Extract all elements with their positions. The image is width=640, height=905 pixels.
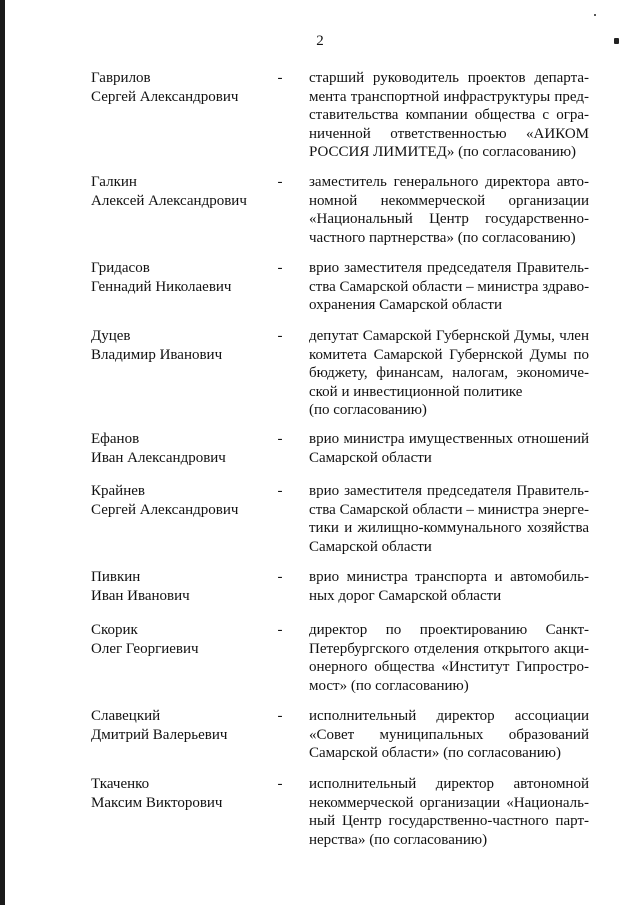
member-surname: Галкин — [91, 174, 137, 190]
role-line: Самарской области — [309, 538, 432, 555]
scan-speck — [594, 14, 596, 16]
role-line: депутат Самарской Губернской Думы, член — [309, 328, 589, 344]
role-line: ства Самарской области – министра здраво- — [309, 278, 590, 295]
role-line: врио министра транспорта и автомобиль- — [309, 569, 589, 585]
separator-dash: - — [277, 70, 283, 86]
role-line: исполнительный директор ассоциации — [309, 708, 589, 724]
member-given-names: Алексей Александрович — [91, 192, 247, 209]
role-line: врио министра имущественных отношений — [309, 431, 589, 447]
member-surname: Крайнев — [91, 483, 145, 499]
member-given-names: Иван Александрович — [91, 449, 226, 466]
role-line: ный Центр государственно-частного парт- — [309, 813, 589, 830]
member-given-names: Сергей Александрович — [91, 88, 239, 105]
member-given-names: Сергей Александрович — [91, 501, 239, 518]
role-line: Самарской области — [309, 449, 432, 466]
role-line: охранения Самарской области — [309, 297, 502, 314]
role-line: онерного общества «Институт Гипростро- — [309, 659, 589, 676]
member-role — [309, 69, 589, 162]
member-surname: Ткаченко — [91, 776, 150, 792]
member-role — [309, 430, 589, 467]
member-name — [91, 173, 271, 210]
role-line: старший руководитель проектов департа- — [309, 70, 589, 86]
role-line: заместитель генерального директора авто- — [309, 174, 589, 190]
member-role — [309, 259, 589, 315]
member-name — [91, 327, 271, 364]
member-given-names: Максим Викторович — [91, 794, 223, 811]
member-name — [91, 775, 271, 812]
role-line: врио заместителя председателя Правитель- — [309, 483, 589, 499]
member-surname: Гридасов — [91, 260, 150, 276]
role-line: исполнительный директор автономной — [309, 776, 589, 792]
member-role — [309, 707, 589, 763]
member-surname: Скорик — [91, 622, 138, 638]
role-line: директор по проектированию Санкт- — [309, 622, 589, 638]
member-role — [309, 621, 589, 695]
role-line: некоммерческой организации «Националь- — [309, 794, 589, 811]
role-line: Петербургского отделения открытого акци- — [309, 640, 589, 657]
role-line: «Национальный Центр государственно- — [309, 211, 589, 228]
role-line: РОССИЯ ЛИМИТЕД» (по согласованию) — [309, 144, 577, 161]
separator-dash: - — [277, 569, 283, 585]
member-name — [91, 482, 271, 519]
role-line: мост» (по согласованию) — [309, 677, 469, 694]
separator-dash: - — [277, 174, 283, 190]
role-line: мента транспортной инфраструктуры пред- — [309, 88, 589, 105]
member-surname: Славецкий — [91, 708, 161, 724]
member-name — [91, 69, 271, 106]
role-line: ных дорог Самарской области — [309, 587, 502, 604]
separator-dash: - — [277, 708, 283, 724]
member-surname: Пивкин — [91, 569, 141, 585]
member-name — [91, 707, 271, 744]
scan-edge-shadow — [0, 0, 5, 905]
member-role — [309, 173, 589, 247]
role-line: бюджету, финансам, налогам, экономиче- — [309, 365, 589, 382]
member-role — [309, 775, 589, 849]
member-name — [91, 568, 271, 605]
member-given-names: Олег Георгиевич — [91, 640, 199, 657]
role-line: ства Самарской области – министра энерге- — [309, 501, 589, 518]
member-role — [309, 568, 589, 605]
member-role — [309, 482, 589, 556]
role-line: комитета Самарской Губернской Думы по — [309, 346, 589, 363]
role-line: частного партнерства» (по согласованию) — [309, 229, 576, 246]
role-line: тики и жилищно-коммунального хозяйства — [309, 520, 589, 537]
role-line: ставительства компании общества с огра- — [309, 107, 589, 124]
member-given-names: Геннадий Николаевич — [91, 278, 232, 295]
separator-dash: - — [277, 622, 283, 638]
separator-dash: - — [277, 431, 283, 447]
member-name — [91, 430, 271, 467]
member-given-names: Дмитрий Валерьевич — [91, 726, 228, 743]
page-number: 2 — [316, 33, 324, 49]
member-surname: Гаврилов — [91, 70, 151, 86]
role-line: врио заместителя председателя Правитель- — [309, 260, 589, 276]
member-surname: Дуцев — [91, 328, 131, 344]
separator-dash: - — [277, 483, 283, 499]
separator-dash: - — [277, 260, 283, 276]
role-line: «Совет муниципальных образований — [309, 726, 589, 743]
member-name — [91, 259, 271, 296]
role-line: Самарской области» (по согласованию) — [309, 745, 561, 762]
separator-dash: - — [277, 776, 283, 792]
role-line: номной некоммерческой организации — [309, 192, 589, 209]
role-line: (по согласованию) — [309, 402, 427, 419]
role-line: ской и инвестиционной политике — [309, 383, 523, 400]
role-line: ниченной ответственностью «АИКОМ — [309, 125, 589, 142]
member-given-names: Владимир Иванович — [91, 346, 223, 363]
member-given-names: Иван Иванович — [91, 587, 190, 604]
member-name — [91, 621, 271, 658]
member-role — [309, 327, 589, 420]
separator-dash: - — [277, 328, 283, 344]
role-line: нерства» (по согласованию) — [309, 831, 488, 848]
member-surname: Ефанов — [91, 431, 140, 447]
